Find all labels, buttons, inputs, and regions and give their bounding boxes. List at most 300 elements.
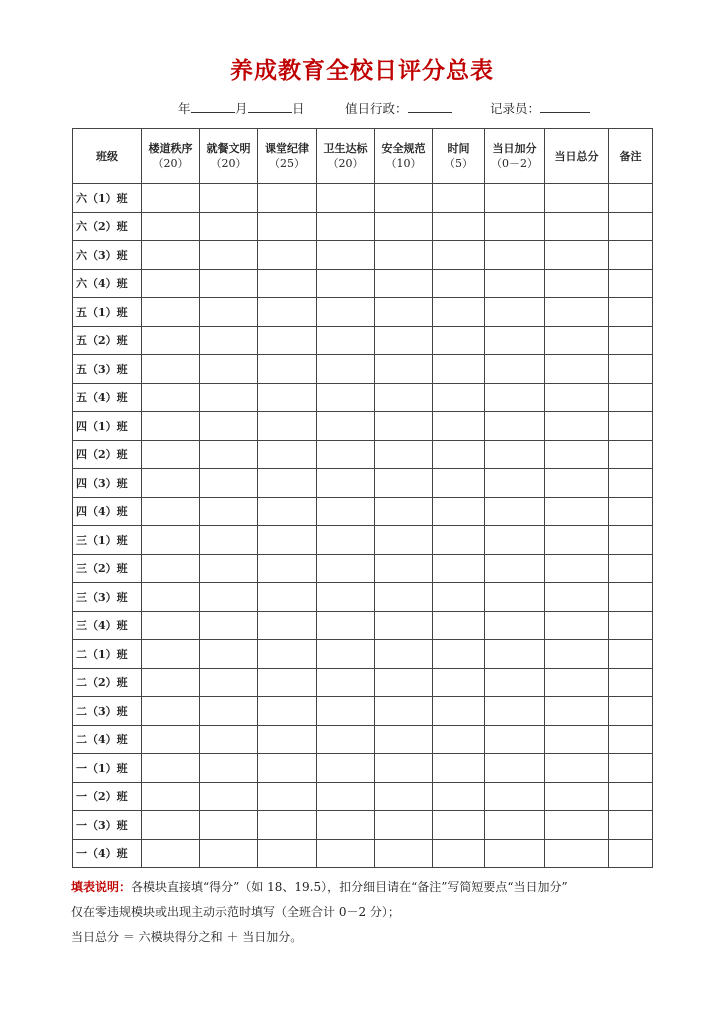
score-cell[interactable] <box>609 355 653 384</box>
score-cell[interactable] <box>433 469 485 498</box>
score-cell[interactable] <box>545 326 609 355</box>
score-cell[interactable] <box>433 326 485 355</box>
score-cell[interactable] <box>142 383 200 412</box>
score-cell[interactable] <box>317 640 375 669</box>
score-cell[interactable] <box>609 697 653 726</box>
score-cell[interactable] <box>258 412 317 441</box>
score-cell[interactable] <box>609 725 653 754</box>
score-cell[interactable] <box>317 241 375 270</box>
score-cell[interactable] <box>545 497 609 526</box>
year-label: 年 <box>178 101 191 116</box>
score-cell[interactable] <box>545 611 609 640</box>
score-cell[interactable] <box>258 355 317 384</box>
score-cell[interactable] <box>609 811 653 840</box>
score-cell[interactable] <box>317 754 375 783</box>
score-cell[interactable] <box>317 469 375 498</box>
column-header-label: 备注 <box>619 149 642 163</box>
score-cell[interactable] <box>609 497 653 526</box>
table-body <box>73 184 653 868</box>
score-cell[interactable] <box>375 811 433 840</box>
score-cell[interactable] <box>485 212 545 241</box>
score-cell[interactable] <box>433 640 485 669</box>
score-cell[interactable] <box>200 611 258 640</box>
score-cell[interactable] <box>317 725 375 754</box>
score-cell[interactable] <box>545 754 609 783</box>
score-cell[interactable] <box>142 469 200 498</box>
score-cell[interactable] <box>200 754 258 783</box>
score-cell[interactable] <box>545 269 609 298</box>
table-row <box>73 412 653 441</box>
column-header <box>73 129 142 184</box>
score-cell[interactable] <box>609 440 653 469</box>
score-cell[interactable] <box>317 298 375 327</box>
score-cell[interactable] <box>433 355 485 384</box>
score-cell[interactable] <box>375 725 433 754</box>
score-cell[interactable] <box>485 469 545 498</box>
score-cell[interactable] <box>258 241 317 270</box>
score-cell[interactable] <box>433 725 485 754</box>
score-cell[interactable] <box>142 326 200 355</box>
column-header-max-score: （20） <box>327 157 364 170</box>
score-cell[interactable] <box>317 782 375 811</box>
score-cell[interactable] <box>317 440 375 469</box>
class-name-cell: 六（2）班 <box>73 212 142 241</box>
notes-label: 填表说明： <box>71 880 132 894</box>
column-header <box>609 129 653 184</box>
score-cell[interactable] <box>485 697 545 726</box>
score-cell[interactable] <box>375 326 433 355</box>
column-header-max-score: （10） <box>385 157 422 170</box>
score-cell[interactable] <box>433 697 485 726</box>
class-name-cell: 二（1）班 <box>73 640 142 669</box>
score-cell[interactable] <box>200 811 258 840</box>
score-cell[interactable] <box>375 212 433 241</box>
column-header-max-score: （20） <box>210 157 247 170</box>
score-cell[interactable] <box>200 212 258 241</box>
score-cell[interactable] <box>375 497 433 526</box>
score-cell[interactable] <box>258 668 317 697</box>
score-cell[interactable] <box>200 725 258 754</box>
score-cell[interactable] <box>142 811 200 840</box>
class-name-cell: 二（4）班 <box>73 725 142 754</box>
score-cell[interactable] <box>317 355 375 384</box>
score-cell[interactable] <box>609 754 653 783</box>
class-name-cell: 二（3）班 <box>73 697 142 726</box>
score-cell[interactable] <box>258 554 317 583</box>
class-name-cell: 三（1）班 <box>73 526 142 555</box>
score-cell[interactable] <box>609 212 653 241</box>
score-cell[interactable] <box>258 326 317 355</box>
score-cell[interactable] <box>545 383 609 412</box>
score-cell[interactable] <box>485 611 545 640</box>
score-cell[interactable] <box>142 212 200 241</box>
table-row <box>73 668 653 697</box>
duty-blank[interactable] <box>408 100 452 113</box>
column-header <box>142 129 200 184</box>
score-cell[interactable] <box>433 839 485 868</box>
score-cell[interactable] <box>317 611 375 640</box>
notes-line-3: 当日总分 ＝ 六模块得分之和 ＋ 当日加分。 <box>71 930 303 944</box>
score-cell[interactable] <box>545 697 609 726</box>
score-cell[interactable] <box>142 497 200 526</box>
notes-text-1: 各模块直接填“得分”（如 18、19.5），扣分细目请在“备注”写简短要点“当日加分” <box>131 880 568 894</box>
score-cell[interactable] <box>609 668 653 697</box>
score-cell[interactable] <box>545 298 609 327</box>
score-cell[interactable] <box>433 611 485 640</box>
score-cell[interactable] <box>317 326 375 355</box>
score-cell[interactable] <box>485 412 545 441</box>
score-cell[interactable] <box>200 298 258 327</box>
table-row <box>73 469 653 498</box>
class-name-cell: 一（3）班 <box>73 811 142 840</box>
column-header-max-score: （25） <box>269 157 305 170</box>
score-cell[interactable] <box>609 640 653 669</box>
score-cell[interactable] <box>433 412 485 441</box>
score-cell[interactable] <box>317 412 375 441</box>
score-cell[interactable] <box>609 611 653 640</box>
score-cell[interactable] <box>485 811 545 840</box>
table-row <box>73 269 653 298</box>
table-row <box>73 298 653 327</box>
score-cell[interactable] <box>375 583 433 612</box>
score-cell[interactable] <box>317 668 375 697</box>
score-cell[interactable] <box>142 725 200 754</box>
score-cell[interactable] <box>200 526 258 555</box>
score-cell[interactable] <box>433 497 485 526</box>
table-row <box>73 754 653 783</box>
score-cell[interactable] <box>545 583 609 612</box>
table-row <box>73 440 653 469</box>
score-cell[interactable] <box>545 640 609 669</box>
score-cell[interactable] <box>609 782 653 811</box>
table-row <box>73 782 653 811</box>
notes-line-1 <box>71 875 661 900</box>
column-header <box>545 129 609 184</box>
recorder-field <box>490 99 590 117</box>
score-cell[interactable] <box>375 668 433 697</box>
page-title: 养成教育全校日评分总表 <box>230 57 494 84</box>
score-cell[interactable] <box>545 355 609 384</box>
score-cell[interactable] <box>609 412 653 441</box>
score-cell[interactable] <box>433 583 485 612</box>
score-cell[interactable] <box>317 269 375 298</box>
score-cell[interactable] <box>375 640 433 669</box>
score-cell[interactable] <box>375 440 433 469</box>
score-cell[interactable] <box>375 611 433 640</box>
score-cell[interactable] <box>485 754 545 783</box>
score-cell[interactable] <box>433 383 485 412</box>
score-cell[interactable] <box>142 440 200 469</box>
table-row <box>73 184 653 213</box>
class-name-cell: 五（3）班 <box>73 355 142 384</box>
score-cell[interactable] <box>433 782 485 811</box>
column-header <box>200 129 258 184</box>
table-row <box>73 811 653 840</box>
score-cell[interactable] <box>375 526 433 555</box>
score-cell[interactable] <box>609 469 653 498</box>
class-name-cell: 四（1）班 <box>73 412 142 441</box>
column-header-label: 当日总分 <box>554 149 599 163</box>
score-cell[interactable] <box>258 298 317 327</box>
table-row <box>73 640 653 669</box>
score-cell[interactable] <box>433 526 485 555</box>
duty-field <box>345 99 452 117</box>
score-cell[interactable] <box>142 583 200 612</box>
score-cell[interactable] <box>142 611 200 640</box>
class-name-cell: 六（3）班 <box>73 241 142 270</box>
score-cell[interactable] <box>200 497 258 526</box>
table-row <box>73 241 653 270</box>
class-name-cell: 五（1）班 <box>73 298 142 327</box>
score-cell[interactable] <box>317 497 375 526</box>
score-cell[interactable] <box>142 355 200 384</box>
score-cell[interactable] <box>375 241 433 270</box>
score-cell[interactable] <box>485 269 545 298</box>
score-cell[interactable] <box>258 583 317 612</box>
score-cell[interactable] <box>317 212 375 241</box>
score-cell[interactable] <box>258 811 317 840</box>
score-cell[interactable] <box>545 469 609 498</box>
column-header <box>433 129 485 184</box>
score-cell[interactable] <box>142 554 200 583</box>
score-cell[interactable] <box>433 212 485 241</box>
score-cell[interactable] <box>485 839 545 868</box>
score-cell[interactable] <box>258 383 317 412</box>
column-header-label: 班级 <box>96 149 118 163</box>
score-cell[interactable] <box>609 383 653 412</box>
fill-instructions <box>71 875 661 950</box>
score-cell[interactable] <box>142 640 200 669</box>
score-cell[interactable] <box>317 526 375 555</box>
score-cell[interactable] <box>142 754 200 783</box>
score-cell[interactable] <box>545 241 609 270</box>
score-cell[interactable] <box>375 383 433 412</box>
score-cell[interactable] <box>545 668 609 697</box>
score-cell[interactable] <box>375 554 433 583</box>
class-name-cell: 四（4）班 <box>73 497 142 526</box>
table-row <box>73 355 653 384</box>
score-cell[interactable] <box>200 469 258 498</box>
score-cell[interactable] <box>317 554 375 583</box>
column-header-label: 卫生达标 <box>323 142 368 155</box>
table-row <box>73 839 653 868</box>
score-cell[interactable] <box>142 241 200 270</box>
score-cell[interactable] <box>545 412 609 441</box>
score-cell[interactable] <box>258 497 317 526</box>
score-cell[interactable] <box>609 583 653 612</box>
column-header-max-score: （20） <box>152 157 189 170</box>
score-cell[interactable] <box>200 697 258 726</box>
score-cell[interactable] <box>609 298 653 327</box>
score-cell[interactable] <box>609 326 653 355</box>
table-row <box>73 697 653 726</box>
class-name-cell: 五（2）班 <box>73 326 142 355</box>
score-cell[interactable] <box>433 184 485 213</box>
score-cell[interactable] <box>545 526 609 555</box>
score-cell[interactable] <box>433 269 485 298</box>
score-cell[interactable] <box>545 212 609 241</box>
score-cell[interactable] <box>200 355 258 384</box>
score-cell[interactable] <box>485 184 545 213</box>
column-header <box>258 129 317 184</box>
score-cell[interactable] <box>545 782 609 811</box>
score-cell[interactable] <box>485 640 545 669</box>
table-row <box>73 611 653 640</box>
column-header-label: 安全规范 <box>381 142 426 155</box>
score-cell[interactable] <box>545 440 609 469</box>
score-cell[interactable] <box>375 469 433 498</box>
score-cell[interactable] <box>485 241 545 270</box>
score-cell[interactable] <box>317 184 375 213</box>
score-cell[interactable] <box>317 583 375 612</box>
table-row <box>73 583 653 612</box>
table-row <box>73 326 653 355</box>
class-name-cell: 一（2）班 <box>73 782 142 811</box>
score-cell[interactable] <box>545 725 609 754</box>
score-cell[interactable] <box>142 412 200 441</box>
score-cell[interactable] <box>375 412 433 441</box>
table-row <box>73 497 653 526</box>
score-cell[interactable] <box>258 440 317 469</box>
score-cell[interactable] <box>200 241 258 270</box>
score-cell[interactable] <box>317 839 375 868</box>
score-cell[interactable] <box>200 839 258 868</box>
score-cell[interactable] <box>545 811 609 840</box>
score-cell[interactable] <box>485 497 545 526</box>
year-blank[interactable] <box>191 100 235 113</box>
score-cell[interactable] <box>258 611 317 640</box>
score-cell[interactable] <box>375 754 433 783</box>
score-cell[interactable] <box>433 811 485 840</box>
score-cell[interactable] <box>258 212 317 241</box>
month-blank[interactable] <box>248 100 292 113</box>
class-name-cell: 六（4）班 <box>73 269 142 298</box>
score-cell[interactable] <box>433 554 485 583</box>
score-cell[interactable] <box>317 697 375 726</box>
score-cell[interactable] <box>545 184 609 213</box>
score-cell[interactable] <box>258 469 317 498</box>
score-cell[interactable] <box>485 298 545 327</box>
month-field <box>235 99 292 117</box>
recorder-label: 记录员： <box>490 101 541 116</box>
score-cell[interactable] <box>375 697 433 726</box>
score-cell[interactable] <box>609 839 653 868</box>
score-cell[interactable] <box>258 754 317 783</box>
score-cell[interactable] <box>609 554 653 583</box>
score-cell[interactable] <box>375 355 433 384</box>
score-cell[interactable] <box>375 269 433 298</box>
score-cell[interactable] <box>485 725 545 754</box>
score-cell[interactable] <box>200 326 258 355</box>
score-cell[interactable] <box>200 782 258 811</box>
recorder-blank[interactable] <box>540 100 590 113</box>
class-name-cell: 三（3）班 <box>73 583 142 612</box>
score-cell[interactable] <box>375 782 433 811</box>
score-cell[interactable] <box>258 782 317 811</box>
table-row <box>73 554 653 583</box>
score-cell[interactable] <box>609 184 653 213</box>
score-cell[interactable] <box>485 782 545 811</box>
score-cell[interactable] <box>142 697 200 726</box>
score-cell[interactable] <box>200 554 258 583</box>
score-cell[interactable] <box>485 326 545 355</box>
score-cell[interactable] <box>200 583 258 612</box>
score-cell[interactable] <box>433 668 485 697</box>
score-cell[interactable] <box>142 668 200 697</box>
score-cell[interactable] <box>609 269 653 298</box>
score-cell[interactable] <box>142 839 200 868</box>
score-cell[interactable] <box>142 184 200 213</box>
table-header-row <box>73 129 653 184</box>
score-cell[interactable] <box>200 184 258 213</box>
header-fields <box>0 99 724 119</box>
score-cell[interactable] <box>609 241 653 270</box>
score-cell[interactable] <box>142 298 200 327</box>
score-cell[interactable] <box>485 554 545 583</box>
score-cell[interactable] <box>258 839 317 868</box>
score-cell[interactable] <box>142 782 200 811</box>
score-cell[interactable] <box>485 668 545 697</box>
score-cell[interactable] <box>433 440 485 469</box>
score-cell[interactable] <box>142 269 200 298</box>
score-cell[interactable] <box>375 298 433 327</box>
score-cell[interactable] <box>433 298 485 327</box>
score-cell[interactable] <box>485 583 545 612</box>
score-cell[interactable] <box>317 811 375 840</box>
score-cell[interactable] <box>258 269 317 298</box>
score-cell[interactable] <box>200 640 258 669</box>
score-cell[interactable] <box>433 754 485 783</box>
column-header <box>317 129 375 184</box>
column-header-label: 时间 <box>447 142 470 155</box>
score-cell[interactable] <box>375 184 433 213</box>
score-cell[interactable] <box>200 668 258 697</box>
score-cell[interactable] <box>200 440 258 469</box>
score-cell[interactable] <box>433 241 485 270</box>
score-cell[interactable] <box>485 383 545 412</box>
score-cell[interactable] <box>375 839 433 868</box>
score-cell[interactable] <box>258 697 317 726</box>
score-cell[interactable] <box>200 269 258 298</box>
column-header-max-score: （0－2） <box>491 157 538 170</box>
duty-label: 值日行政： <box>345 101 408 116</box>
notes-line-2: 仅在零违规模块或出现主动示范时填写（全班合计 0－2 分）； <box>71 905 400 919</box>
class-name-cell: 一（4）班 <box>73 839 142 868</box>
score-cell[interactable] <box>485 355 545 384</box>
score-cell[interactable] <box>485 526 545 555</box>
year-field <box>178 99 235 117</box>
column-header-label: 楼道秩序 <box>148 142 193 155</box>
score-cell[interactable] <box>545 839 609 868</box>
class-name-cell: 二（2）班 <box>73 668 142 697</box>
score-cell[interactable] <box>317 383 375 412</box>
score-cell[interactable] <box>258 526 317 555</box>
column-header-label: 就餐文明 <box>206 142 251 155</box>
class-name-cell: 五（4）班 <box>73 383 142 412</box>
class-name-cell: 三（2）班 <box>73 554 142 583</box>
score-cell[interactable] <box>200 383 258 412</box>
score-cell[interactable] <box>485 440 545 469</box>
class-name-cell: 一（1）班 <box>73 754 142 783</box>
class-name-cell: 三（4）班 <box>73 611 142 640</box>
score-cell[interactable] <box>258 640 317 669</box>
score-cell[interactable] <box>258 184 317 213</box>
score-cell[interactable] <box>545 554 609 583</box>
score-cell[interactable] <box>200 412 258 441</box>
score-cell[interactable] <box>609 526 653 555</box>
score-cell[interactable] <box>142 526 200 555</box>
score-cell[interactable] <box>258 725 317 754</box>
